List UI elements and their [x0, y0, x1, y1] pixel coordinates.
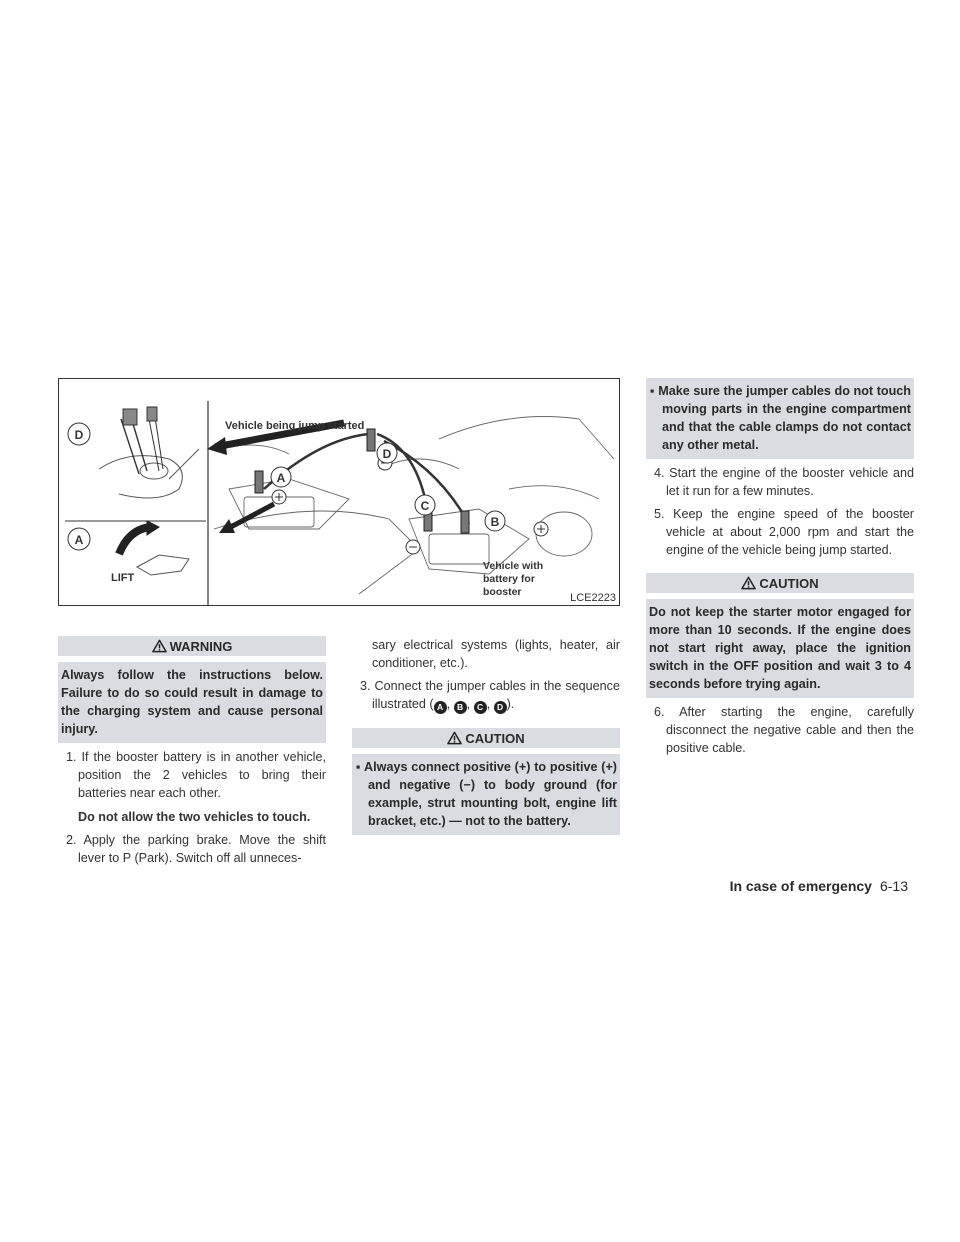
caution-title-2: CAUTION [759, 575, 819, 591]
label-c: C [420, 499, 430, 513]
caution-icon [447, 731, 462, 745]
step-3-text: 3. Connect the jumper cables in the sequence illustrated ( [360, 679, 620, 711]
step-1: 1. If the booster battery is in another vehicle, position the 2 vehicles to bring their batteries near each other. [66, 750, 326, 800]
caution-icon [741, 576, 756, 590]
callout-c: C [474, 701, 487, 714]
warning-title: WARNING [169, 638, 233, 654]
step-5: 5. Keep the engine speed of the booster vehicle at about 2,000 rpm and start the engine of the vehicle being jump started. [654, 507, 914, 557]
label-a: A [276, 471, 286, 485]
callout-b: B [454, 701, 467, 714]
jump-start-illustration [58, 378, 620, 606]
caution-body-1 [352, 754, 620, 835]
page-footer [730, 878, 908, 894]
caution-header-1 [352, 728, 620, 748]
caution-body-2: Do not keep the starter motor engaged for more than 10 seconds. If the engine does not start right away, place the ignition switch in the OFF position and wait 3 to 4 seconds before trying again. [646, 599, 914, 698]
column-2 [352, 636, 620, 835]
label-d: D [382, 447, 392, 461]
step-2-continued: sary electrical systems (lights, heater, air conditioner, etc.). [372, 638, 620, 670]
label-lift: LIFT [111, 572, 135, 584]
ground-clamp-inset [99, 407, 199, 498]
warning-icon [152, 639, 167, 653]
label-b: B [490, 515, 500, 529]
label-booster-line2: battery for [483, 573, 535, 585]
label-a-inset: A [74, 533, 84, 547]
step-6: 6. After starting the engine, carefully disconnect the negative cable and then the positive cable. [654, 705, 914, 755]
step-1-note: Do not allow the two vehicles to touch. [78, 810, 311, 824]
callout-d: D [494, 701, 507, 714]
label-d-inset: D [74, 428, 84, 442]
column-3 [646, 378, 914, 757]
label-booster-line1: Vehicle with [483, 560, 544, 572]
step-2: 2. Apply the parking brake. Move the shift lever to P (Park). Switch off all unneces- [66, 833, 326, 865]
step-3-suffix: ). [506, 697, 515, 711]
step-4: 4. Start the engine of the booster vehicle and let it run for a few minutes. [654, 466, 914, 498]
step-3: 3. Connect the jumper cables in the sequence illustrated ( A , B , C , D ). [360, 679, 620, 712]
warning-body: Always follow the instructions below. Failure to do so could result in damage to the charging system and cause personal injury. [58, 662, 326, 743]
label-vehicle-jump-started: Vehicle being jump started [225, 420, 365, 432]
warning-header [58, 636, 326, 656]
figure-code: LCE2223 [570, 592, 616, 604]
callout-a: A [434, 701, 447, 714]
caution-header-2 [646, 573, 914, 593]
caution-bullet-1: ▪ Always connect positive (+) to positive (+) and negative (−) to body ground (for example, strut mounting bolt, engine lift bracket, etc.) — not to the battery. [356, 760, 617, 828]
caution-title-1: CAUTION [465, 730, 525, 746]
lift-bracket-inset [119, 521, 189, 575]
caution-body-1-continued [646, 378, 914, 459]
section-title: In case of emergency [729, 878, 872, 894]
label-booster-line3: booster [483, 586, 522, 598]
jump-start-diagram [59, 379, 620, 606]
page-number: 6-13 [879, 878, 908, 894]
caution-bullet-2: ▪ Make sure the jumper cables do not touch moving parts in the engine compartment and that the cable clamps do not contact any other metal. [650, 384, 911, 452]
column-1 [58, 636, 326, 867]
